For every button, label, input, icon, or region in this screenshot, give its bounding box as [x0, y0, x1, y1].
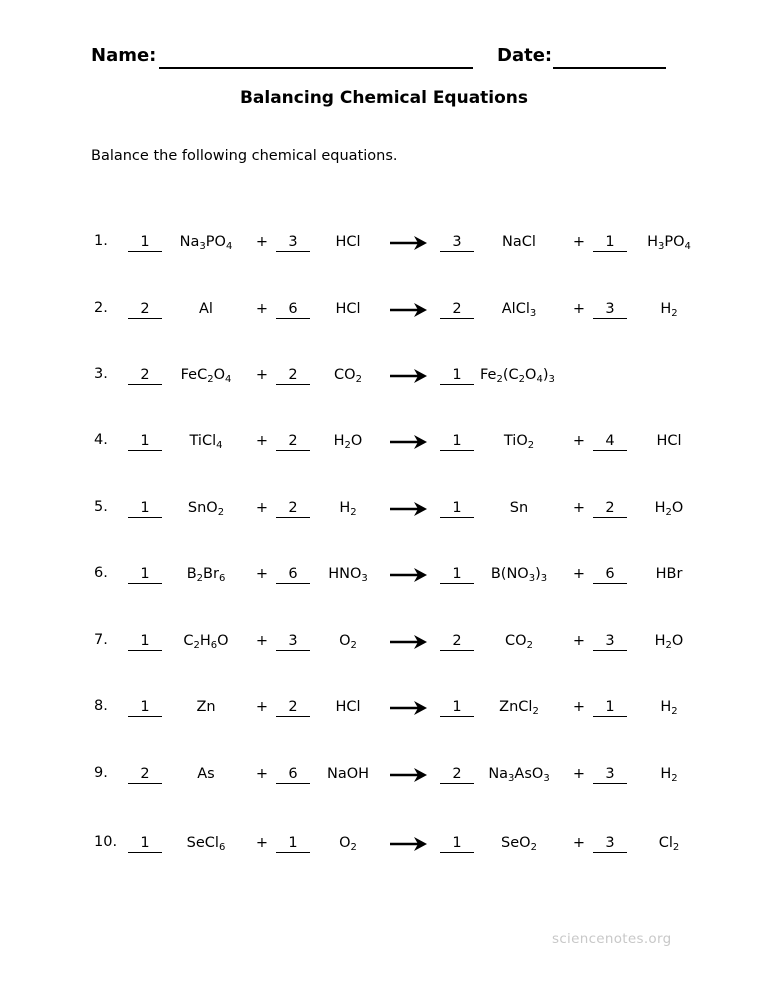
- product-formula: $H_2$: [660, 699, 678, 717]
- product-formula: $B(NO_3)_3$: [490, 566, 548, 584]
- coefficient-blank[interactable]: 6: [593, 565, 627, 584]
- equation-row: [0, 432, 768, 456]
- plus-sign: +: [255, 433, 269, 449]
- product-formula: $H_2$: [660, 301, 678, 319]
- reactant-formula: $FeC_2O_4$: [180, 367, 232, 385]
- product-formula: $CO_2$: [505, 633, 533, 651]
- reactant-formula: Al: [199, 301, 213, 317]
- equation-row: [0, 300, 768, 324]
- coefficient-blank[interactable]: 4: [593, 432, 627, 451]
- equation-row: [0, 565, 768, 589]
- coefficient-blank[interactable]: 1: [440, 366, 474, 385]
- coefficient-blank[interactable]: 3: [593, 300, 627, 319]
- reactant-formula: As: [197, 766, 215, 782]
- coefficient-blank[interactable]: 2: [128, 366, 162, 385]
- equation-row: [0, 834, 768, 858]
- plus-sign: +: [255, 566, 269, 582]
- equation-number: 8.: [94, 698, 108, 714]
- coefficient-blank[interactable]: 1: [128, 565, 162, 584]
- reactant-formula: $O_2$: [339, 633, 357, 651]
- yields-arrow-icon: [389, 434, 429, 450]
- coefficient-blank[interactable]: 3: [593, 632, 627, 651]
- footer-watermark: sciencenotes.org: [552, 931, 672, 947]
- plus-sign: +: [255, 367, 269, 383]
- coefficient-blank[interactable]: 2: [128, 765, 162, 784]
- reactant-formula: HCl: [335, 301, 361, 317]
- equation-row: [0, 499, 768, 523]
- coefficient-blank[interactable]: 1: [440, 499, 474, 518]
- coefficient-blank[interactable]: 1: [128, 233, 162, 252]
- reactant-formula: Zn: [196, 699, 216, 715]
- equation-number: 4.: [94, 432, 108, 448]
- equation-number: 5.: [94, 499, 108, 515]
- coefficient-blank[interactable]: 2: [128, 300, 162, 319]
- yields-arrow-icon: [389, 767, 429, 783]
- product-formula: $H_2O$: [654, 633, 684, 651]
- product-formula: $Fe_2(C_2O_4)_3$: [480, 367, 555, 385]
- coefficient-blank[interactable]: 2: [276, 366, 310, 385]
- coefficient-blank[interactable]: 6: [276, 565, 310, 584]
- reactant-formula: $Na_3PO_4$: [179, 234, 233, 252]
- plus-sign: +: [572, 633, 586, 649]
- equation-number: 3.: [94, 366, 108, 382]
- coefficient-blank[interactable]: 1: [440, 698, 474, 717]
- plus-sign: +: [255, 301, 269, 317]
- plus-sign: +: [255, 766, 269, 782]
- plus-sign: +: [572, 301, 586, 317]
- plus-sign: +: [572, 500, 586, 516]
- reactant-formula: TiCl$_4$: [189, 433, 223, 451]
- equation-row: [0, 366, 768, 390]
- header-row: [91, 43, 671, 73]
- plus-sign: +: [255, 234, 269, 250]
- plus-sign: +: [255, 835, 269, 851]
- product-formula: $H_2O$: [654, 500, 684, 518]
- coefficient-blank[interactable]: 3: [276, 632, 310, 651]
- product-formula: AlCl$_3$: [501, 301, 537, 319]
- product-formula: NaCl: [502, 234, 536, 250]
- equation-number: 2.: [94, 300, 108, 316]
- reactant-formula: HCl: [335, 699, 361, 715]
- coefficient-blank[interactable]: 1: [128, 698, 162, 717]
- reactant-formula: $CO_2$: [334, 367, 362, 385]
- equation-row: [0, 632, 768, 656]
- equation-number: 10.: [94, 834, 118, 850]
- product-formula: $Cl_2$: [658, 835, 680, 853]
- plus-sign: +: [255, 633, 269, 649]
- reactant-formula: $HNO_3$: [328, 566, 368, 584]
- coefficient-blank[interactable]: 1: [276, 834, 310, 853]
- coefficient-blank[interactable]: 2: [276, 499, 310, 518]
- coefficient-blank[interactable]: 1: [593, 698, 627, 717]
- coefficient-blank[interactable]: 1: [440, 432, 474, 451]
- instructions: Balance the following chemical equations.: [91, 148, 398, 164]
- yields-arrow-icon: [389, 501, 429, 517]
- coefficient-blank[interactable]: 1: [593, 233, 627, 252]
- coefficient-blank[interactable]: 1: [128, 834, 162, 853]
- reactant-formula: SnO$_2$: [187, 500, 225, 518]
- equation-number: 7.: [94, 632, 108, 648]
- coefficient-blank[interactable]: 3: [593, 765, 627, 784]
- name-label: Name:: [91, 45, 157, 66]
- yields-arrow-icon: [389, 302, 429, 318]
- coefficient-blank[interactable]: 1: [440, 834, 474, 853]
- reactant-formula: SeCl$_6$: [186, 835, 226, 853]
- page-title: Balancing Chemical Equations: [239, 88, 529, 108]
- date-label: Date:: [497, 45, 553, 66]
- plus-sign: +: [572, 835, 586, 851]
- coefficient-blank[interactable]: 2: [440, 765, 474, 784]
- coefficient-blank[interactable]: 2: [276, 432, 310, 451]
- product-formula: HBr: [655, 566, 683, 582]
- coefficient-blank[interactable]: 3: [276, 233, 310, 252]
- reactant-formula: NaOH: [326, 766, 370, 782]
- name-field-line[interactable]: [159, 67, 473, 69]
- equation-row: [0, 765, 768, 789]
- coefficient-blank[interactable]: 1: [128, 432, 162, 451]
- reactant-formula: HCl: [335, 234, 361, 250]
- reactant-formula: $H_2$: [339, 500, 357, 518]
- coefficient-blank[interactable]: 1: [440, 565, 474, 584]
- product-formula: ZnCl$_2$: [499, 699, 539, 717]
- coefficient-blank[interactable]: 1: [128, 499, 162, 518]
- reactant-formula: $O_2$: [339, 835, 357, 853]
- coefficient-blank[interactable]: 2: [440, 632, 474, 651]
- product-formula: SeO$_2$: [501, 835, 537, 853]
- equation-row: [0, 698, 768, 722]
- coefficient-blank[interactable]: 3: [440, 233, 474, 252]
- coefficient-blank[interactable]: 2: [276, 698, 310, 717]
- yields-arrow-icon: [389, 235, 429, 251]
- coefficient-blank[interactable]: 6: [276, 300, 310, 319]
- coefficient-blank[interactable]: 6: [276, 765, 310, 784]
- coefficient-blank[interactable]: 1: [128, 632, 162, 651]
- product-formula: $Na_3AsO_3$: [488, 766, 550, 784]
- plus-sign: +: [572, 234, 586, 250]
- plus-sign: +: [572, 433, 586, 449]
- equation-number: 6.: [94, 565, 108, 581]
- product-formula: $H_3PO_4$: [647, 234, 691, 252]
- plus-sign: +: [572, 699, 586, 715]
- equation-row: [0, 233, 768, 257]
- coefficient-blank[interactable]: 2: [593, 499, 627, 518]
- coefficient-blank[interactable]: 3: [593, 834, 627, 853]
- reactant-formula: $H_2O$: [333, 433, 363, 451]
- plus-sign: +: [255, 699, 269, 715]
- equation-number: 9.: [94, 765, 108, 781]
- date-field-line[interactable]: [553, 67, 666, 69]
- product-formula: Sn: [509, 500, 529, 516]
- plus-sign: +: [572, 766, 586, 782]
- reactant-formula: $C_2H_6O$: [183, 633, 229, 651]
- yields-arrow-icon: [389, 634, 429, 650]
- reactant-formula: $B_2Br_6$: [186, 566, 226, 584]
- plus-sign: +: [572, 566, 586, 582]
- yields-arrow-icon: [389, 567, 429, 583]
- yields-arrow-icon: [389, 836, 429, 852]
- yields-arrow-icon: [389, 700, 429, 716]
- plus-sign: +: [255, 500, 269, 516]
- yields-arrow-icon: [389, 368, 429, 384]
- product-formula: HCl: [656, 433, 682, 449]
- coefficient-blank[interactable]: 2: [440, 300, 474, 319]
- equation-number: 1.: [94, 233, 108, 249]
- product-formula: $H_2$: [660, 766, 678, 784]
- product-formula: TiO$_2$: [503, 433, 535, 451]
